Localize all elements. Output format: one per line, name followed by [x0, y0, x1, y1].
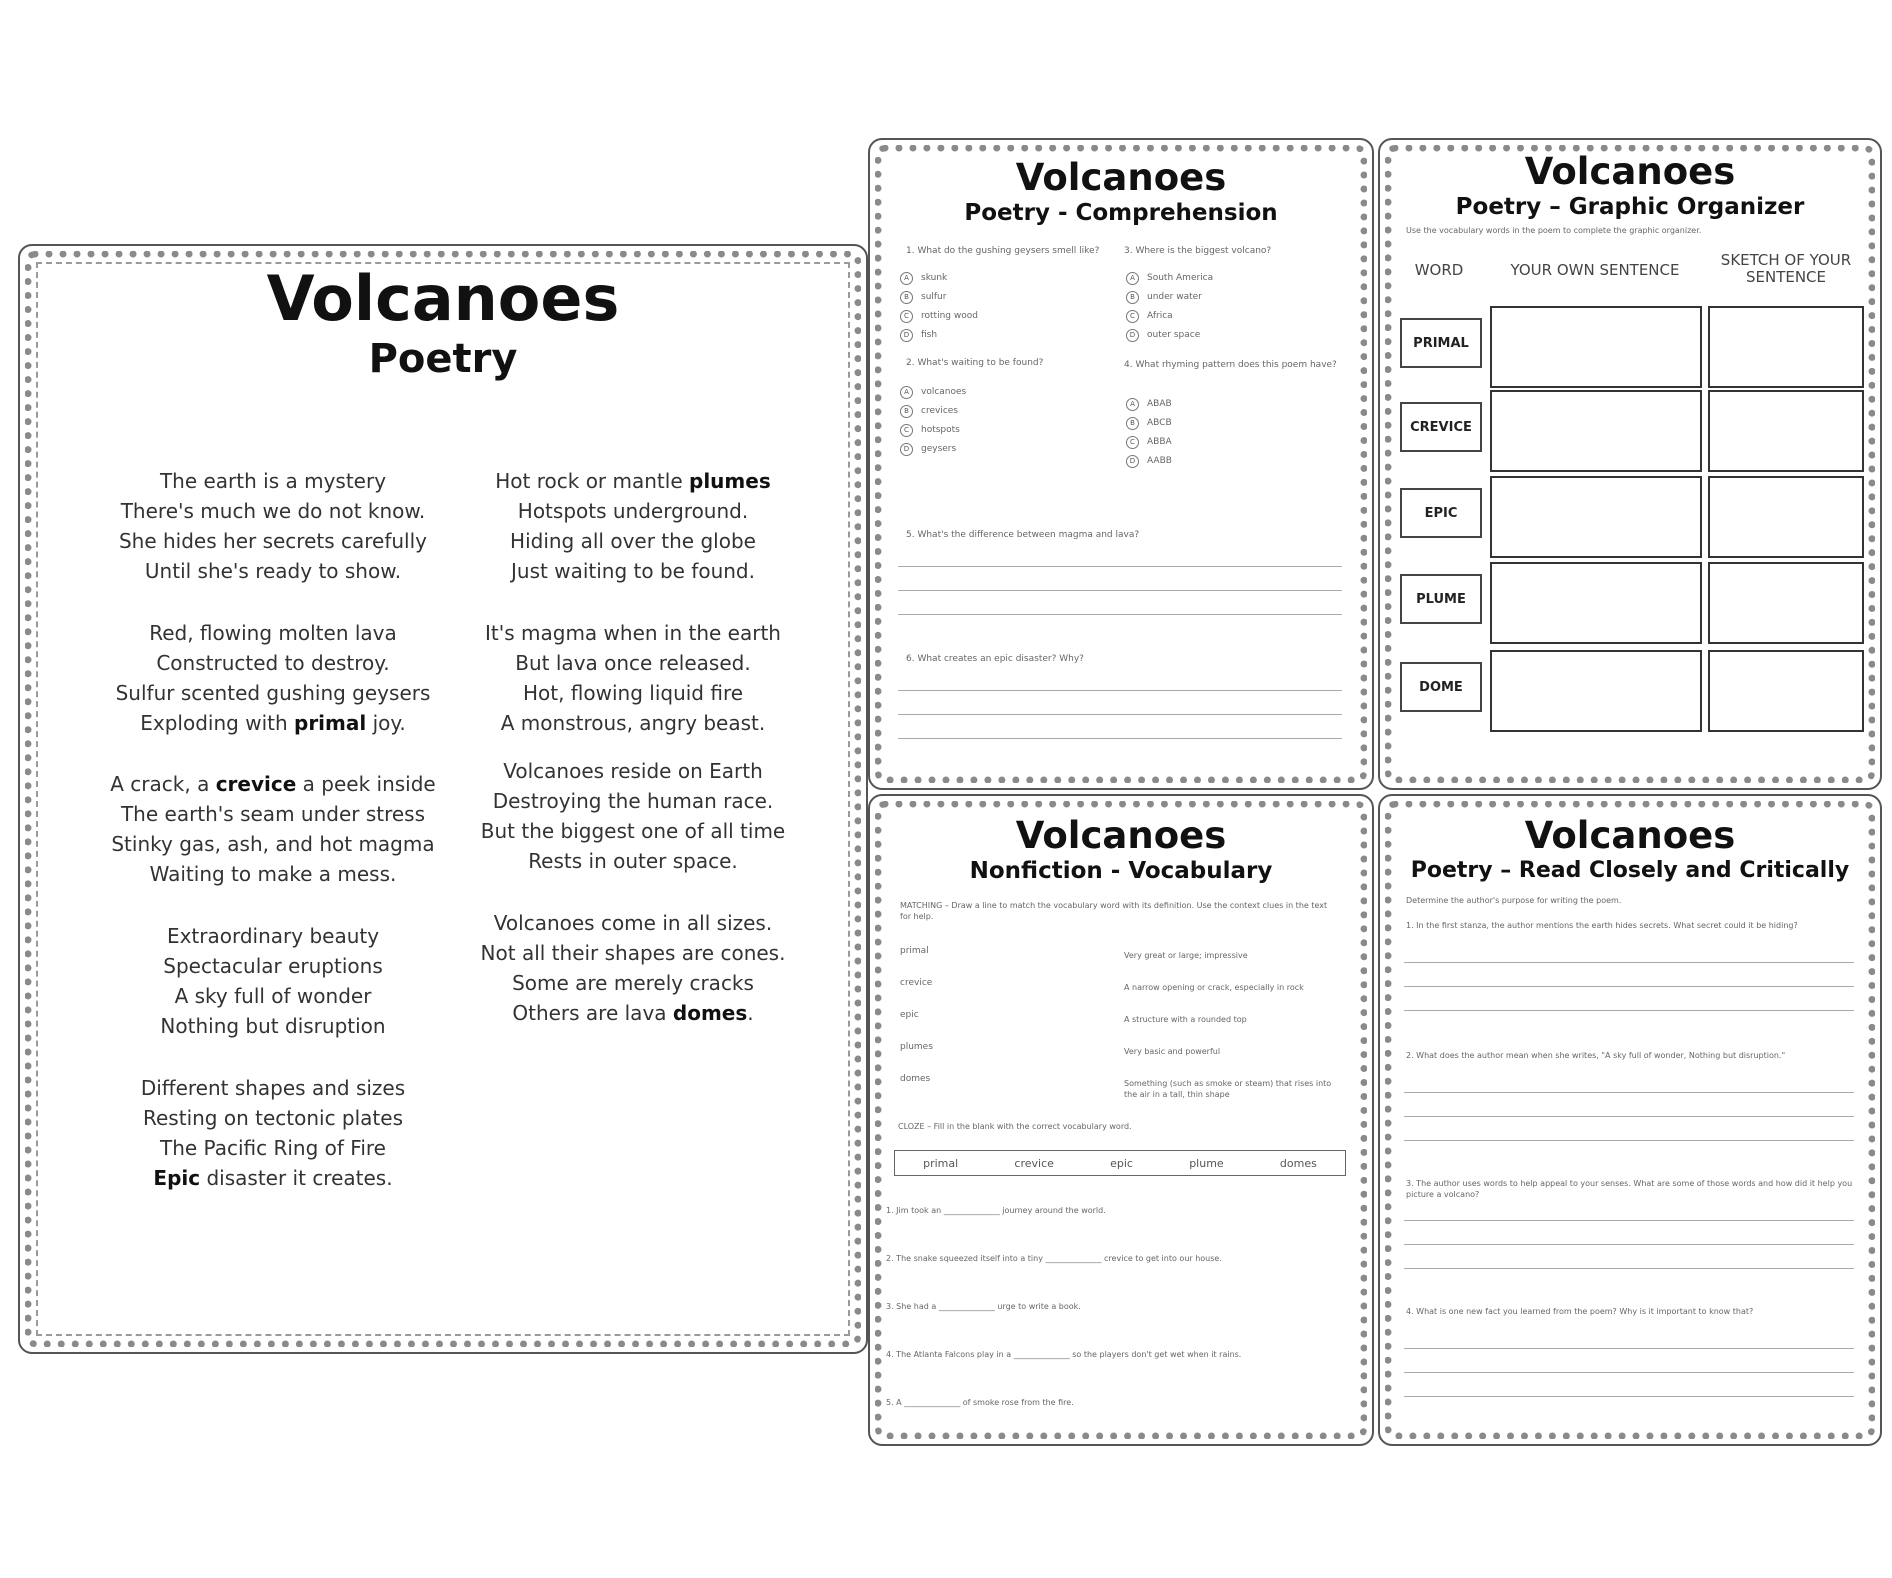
poem-line: But the biggest one of all time [480, 819, 786, 843]
organizer-word-box: PRIMAL [1400, 318, 1482, 368]
matching-definition[interactable]: Something (such as smoke or steam) that rises into the air in a tall, thin shape [1124, 1079, 1332, 1099]
poem-stanza [78, 618, 468, 738]
option-letter-circle: C [1126, 436, 1139, 449]
organizer-word-box: EPIC [1400, 488, 1482, 538]
option-letter-circle: D [900, 329, 913, 342]
option-letter-circle: D [1126, 329, 1139, 342]
poem-stanza [78, 466, 468, 586]
poem-line: Epic disaster it creates. [153, 1166, 393, 1190]
answer-option[interactable]: D geysers [900, 443, 956, 456]
organizer-word-box: PLUME [1400, 574, 1482, 624]
poem-line: The earth is a mystery [159, 469, 387, 493]
answer-line[interactable] [1404, 986, 1854, 987]
poem-stanza [78, 921, 468, 1041]
poem-line: Volcanoes reside on Earth [503, 759, 763, 783]
answer-line[interactable] [1404, 1140, 1854, 1141]
sketch-box[interactable] [1708, 306, 1864, 388]
poem-line: The earth's seam under stress [120, 802, 426, 826]
cloze-sentence[interactable]: 1. Jim took an ______________ journey around the world. [886, 1206, 1106, 1215]
matching-term[interactable]: epic [900, 1010, 919, 1020]
answer-option[interactable]: B crevices [900, 405, 958, 418]
poem-line: Hotspots underground. [517, 499, 749, 523]
poem-stanza [458, 618, 808, 738]
answer-option[interactable]: B under water [1126, 291, 1202, 304]
poem-line: Not all their shapes are cones. [480, 941, 786, 965]
option-letter-circle: A [900, 386, 913, 399]
critical-title: Volcanoes [1524, 814, 1736, 857]
cloze-sentence[interactable]: 3. She had a ______________ urge to write a book. [886, 1302, 1081, 1311]
question-3: 3. Where is the biggest volcano? [1124, 246, 1272, 256]
matching-term[interactable]: primal [900, 946, 929, 956]
vocabulary-word: Epic [153, 1166, 201, 1190]
question-4: 4. What rhyming pattern does this poem have? [1124, 360, 1337, 370]
poem-line: Rests in outer space. [528, 849, 738, 873]
vocabulary-title: Volcanoes [1015, 814, 1227, 857]
option-letter-circle: A [1126, 398, 1139, 411]
organizer-card [1378, 138, 1882, 790]
answer-option[interactable]: D AABB [1126, 455, 1172, 468]
organizer-instructions: Use the vocabulary words in the poem to complete the graphic organizer. [1406, 226, 1702, 235]
option-letter-circle: B [900, 291, 913, 304]
poem-card [18, 244, 868, 1354]
answer-line[interactable] [1404, 1116, 1854, 1117]
option-letter-circle: B [1126, 417, 1139, 430]
poem-line: Destroying the human race. [492, 789, 774, 813]
sketch-box[interactable] [1708, 390, 1864, 472]
answer-option[interactable]: A South America [1126, 272, 1213, 285]
answer-option[interactable]: C Africa [1126, 310, 1173, 323]
poem-subtitle: Poetry [368, 336, 518, 382]
poem-line: Red, flowing molten lava [149, 621, 397, 645]
question-2: 2. What's waiting to be found? [906, 358, 1044, 368]
poem-line: There's much we do not know. [120, 499, 426, 523]
matching-term[interactable]: crevice [900, 978, 933, 988]
poem-line: Volcanoes come in all sizes. [493, 911, 773, 935]
sentence-box[interactable] [1490, 650, 1702, 732]
matching-definition[interactable]: A structure with a rounded top [1124, 1015, 1247, 1024]
vocabulary-card [868, 794, 1374, 1446]
col-word-header: WORD [1414, 261, 1464, 279]
poem-line: The Pacific Ring of Fire [160, 1136, 386, 1160]
answer-line[interactable] [1404, 1092, 1854, 1093]
poem-line: Exploding with primal joy. [140, 711, 406, 735]
vocabulary-word: domes [672, 1001, 748, 1025]
answer-line[interactable] [1404, 1220, 1854, 1221]
vocabulary-word: primal [294, 711, 367, 735]
poem-line: Hiding all over the globe [510, 529, 756, 553]
col-sentence-header: YOUR OWN SENTENCE [1510, 261, 1680, 279]
answer-option[interactable]: A skunk [900, 272, 947, 285]
poem-stanza [458, 756, 808, 876]
poem-title: Volcanoes [266, 262, 620, 335]
comprehension-card [868, 138, 1374, 790]
organizer-subtitle: Poetry – Graphic Organizer [1455, 194, 1805, 220]
option-letter-circle: B [900, 405, 913, 418]
answer-line[interactable] [1404, 1010, 1854, 1011]
answer-line[interactable] [1404, 1348, 1854, 1349]
answer-option[interactable]: C rotting wood [900, 310, 978, 323]
vocabulary-word: crevice [215, 772, 297, 796]
answer-option[interactable]: C ABBA [1126, 436, 1172, 449]
poem-line: She hides her secrets carefully [118, 529, 428, 553]
cloze-sentence[interactable]: 2. The snake squeezed itself into a tiny ______________ crevice to get into our house. [886, 1254, 1222, 1263]
matching-definition[interactable]: Very great or large; impressive [1124, 951, 1248, 960]
option-letter-circle: D [900, 443, 913, 456]
matching-definition[interactable]: A narrow opening or crack, especially in rock [1124, 983, 1304, 992]
poem-line: Different shapes and sizes [140, 1076, 406, 1100]
matching-term[interactable]: domes [900, 1074, 931, 1084]
question-6: 6. What creates an epic disaster? Why? [906, 654, 1084, 664]
question-5: 5. What's the difference between magma and lava? [906, 530, 1140, 540]
comprehension-subtitle: Poetry - Comprehension [964, 200, 1278, 226]
poem-line: Constructed to destroy. [156, 651, 390, 675]
answer-option[interactable]: A ABAB [1126, 398, 1172, 411]
poem-line: Just waiting to be found. [511, 559, 755, 583]
answer-line[interactable] [898, 614, 1342, 615]
poem-stanza [78, 769, 468, 889]
sentence-box[interactable] [1490, 476, 1702, 558]
matching-term[interactable]: plumes [900, 1042, 933, 1052]
answer-line[interactable] [1404, 1244, 1854, 1245]
answer-line[interactable] [898, 738, 1342, 739]
option-letter-circle: C [1126, 310, 1139, 323]
poem-line: But lava once released. [515, 651, 751, 675]
answer-option[interactable]: B sulfur [900, 291, 946, 304]
poem-line: Nothing but disruption [160, 1014, 386, 1038]
poem-line: Hot rock or mantle plumes [495, 469, 771, 493]
sketch-box[interactable] [1708, 562, 1864, 644]
word-bank-item: epic [1110, 1156, 1133, 1170]
word-bank-item: domes [1279, 1156, 1317, 1170]
option-letter-circle: B [1126, 291, 1139, 304]
critical-question: 1. In the first stanza, the author mentions the earth hides secrets. What secret could it be hiding? [1406, 921, 1798, 930]
poem-line: Stinky gas, ash, and hot magma [111, 832, 435, 856]
sentence-box[interactable] [1490, 562, 1702, 644]
poem-line: It's magma when in the earth [485, 621, 781, 645]
matching-instructions: MATCHING – Draw a line to match the vocabulary word with its definition. Use the context clues in the text for help. [900, 901, 1328, 921]
answer-line[interactable] [1404, 1396, 1854, 1397]
critical-card [1378, 794, 1882, 1446]
answer-option[interactable]: A volcanoes [900, 386, 966, 399]
poem-line: Extraordinary beauty [166, 924, 380, 948]
organizer-word-box: DOME [1400, 662, 1482, 712]
option-letter-circle: A [900, 272, 913, 285]
cloze-instructions: CLOZE – Fill in the blank with the correct vocabulary word. [898, 1122, 1132, 1131]
answer-line[interactable] [898, 690, 1342, 691]
cloze-sentence[interactable]: 5. A ______________ of smoke rose from the fire. [886, 1398, 1074, 1407]
cloze-sentence[interactable]: 4. The Atlanta Falcons play in a ______________ so the players don't get wet when it rains. [886, 1350, 1242, 1359]
answer-line[interactable] [898, 714, 1342, 715]
vocabulary-subtitle: Nonfiction - Vocabulary [969, 858, 1273, 884]
organizer-title: Volcanoes [1524, 150, 1736, 193]
organizer-word-box: CREVICE [1400, 402, 1482, 452]
critical-subtitle: Poetry – Read Closely and Critically [1410, 858, 1850, 883]
critical-question: 4. What is one new fact you learned from the poem? Why is it important to know that? [1406, 1307, 1754, 1316]
question-1: 1. What do the gushing geysers smell like? [906, 246, 1100, 256]
answer-option[interactable]: D fish [900, 329, 937, 342]
word-bank [894, 1150, 1346, 1176]
answer-line[interactable] [1404, 1372, 1854, 1373]
answer-line[interactable] [1404, 962, 1854, 963]
poem-line: A monstrous, angry beast. [500, 711, 766, 735]
poem-stanza [78, 1073, 468, 1193]
sketch-box[interactable] [1708, 650, 1864, 732]
col-sketch-header: SKETCH OF YOUR SENTENCE [1720, 251, 1852, 286]
poem-line: Until she's ready to show. [144, 559, 402, 583]
word-bank-item: crevice [1014, 1156, 1054, 1170]
answer-option[interactable]: D outer space [1126, 329, 1200, 342]
poem-line: A crack, a crevice a peek inside [110, 772, 436, 796]
poem-line: Hot, flowing liquid fire [522, 681, 744, 705]
option-letter-circle: C [900, 310, 913, 323]
poem-line: Others are lava domes. [512, 1001, 754, 1025]
answer-line[interactable] [898, 566, 1342, 567]
answer-line[interactable] [898, 590, 1342, 591]
option-letter-circle: C [900, 424, 913, 437]
comprehension-title: Volcanoes [1015, 156, 1227, 199]
option-letter-circle: D [1126, 455, 1139, 468]
critical-question: 3. The author uses words to help appeal to your senses. What are some of those words and how did it help you picture a volcano? [1406, 1179, 1853, 1199]
poem-line: Some are merely cracks [512, 971, 754, 995]
word-bank-item: plume [1189, 1156, 1224, 1170]
answer-line[interactable] [1404, 1268, 1854, 1269]
sentence-box[interactable] [1490, 390, 1702, 472]
poem-line: Waiting to make a mess. [149, 862, 397, 886]
poem-line: Resting on tectonic plates [143, 1106, 403, 1130]
poem-stanza [458, 908, 808, 1028]
matching-definition[interactable]: Very basic and powerful [1124, 1047, 1221, 1056]
word-bank-item: primal [923, 1156, 959, 1170]
poem-line: Sulfur scented gushing geysers [115, 681, 431, 705]
option-letter-circle: A [1126, 272, 1139, 285]
poem-line: A sky full of wonder [174, 984, 372, 1008]
sentence-box[interactable] [1490, 306, 1702, 388]
poem-stanza [458, 466, 808, 586]
critical-question: 2. What does the author mean when she writes, "A sky full of wonder, Nothing but disruption." [1406, 1051, 1786, 1060]
answer-option[interactable]: C hotspots [900, 424, 960, 437]
answer-option[interactable]: B ABCB [1126, 417, 1172, 430]
critical-instructions: Determine the author's purpose for writing the poem. [1406, 896, 1622, 905]
poem-line: Spectacular eruptions [163, 954, 383, 978]
vocabulary-word: plumes [689, 469, 771, 493]
sketch-box[interactable] [1708, 476, 1864, 558]
